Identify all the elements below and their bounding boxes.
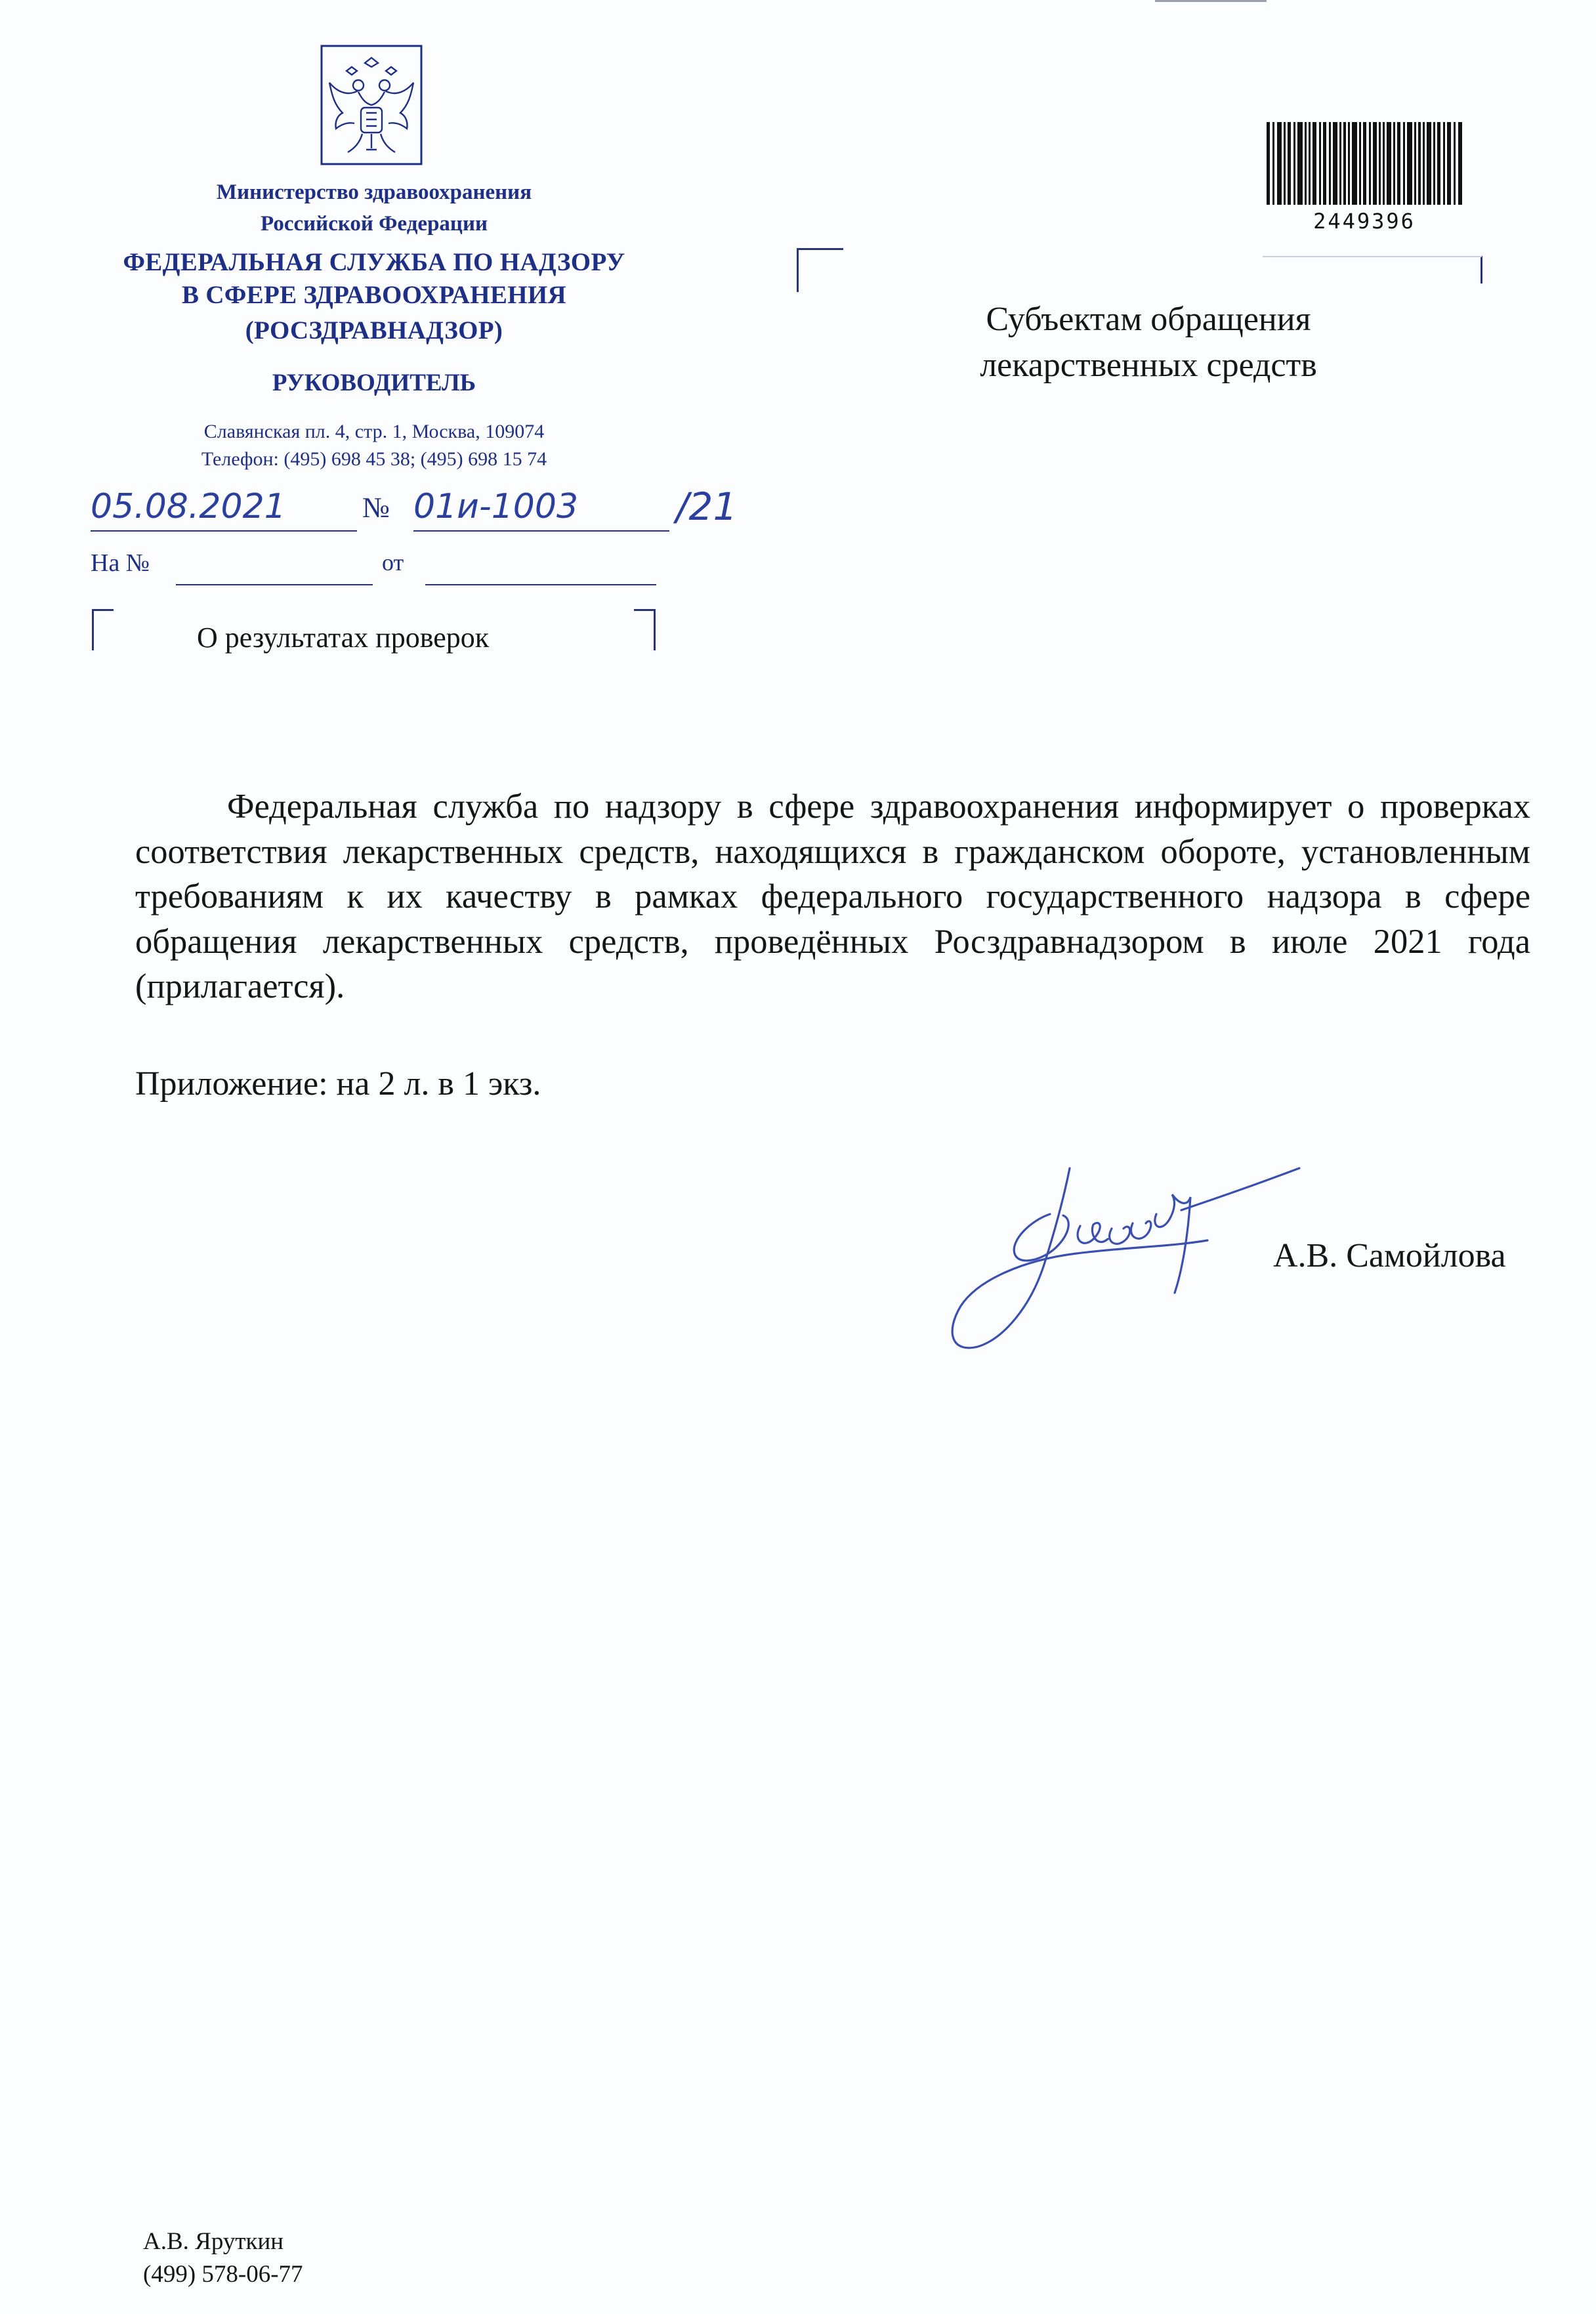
recipient-line1: Субъектам обращения [986, 301, 1311, 338]
body-paragraph: Федеральная служба по надзору в сфере здравоохранения информирует о проверках соответствия лекарственных средств, находящихся в гражданском обороте, установленным требованиям к их качеству в рамках федерального государственного надзора в сфере обращения лекарственных средств, проведённых Росздравнадзором в июле 2021 года (прилагается). [135, 788, 1530, 1005]
reply-number-label: На № [91, 549, 150, 577]
ministry-line1: Министерство здравоохранения [216, 180, 532, 204]
ministry-line2: Российской Федерации [261, 212, 488, 236]
attachment-note: Приложение: на 2 л. в 1 экз. [135, 1065, 541, 1103]
barcode-divider [1263, 256, 1482, 257]
coat-of-arms-emblem [320, 45, 423, 165]
date-underline [91, 530, 357, 532]
recipient [879, 297, 1418, 389]
service-line3: (РОСЗДРАВНАДЗОР) [245, 316, 503, 345]
head-title: РУКОВОДИТЕЛЬ [272, 369, 476, 396]
number-sign: № [362, 492, 390, 524]
recipient-line2: лекарственных средств [980, 347, 1317, 384]
top-edge-mark [1155, 0, 1267, 2]
barcode [1267, 122, 1462, 205]
service-line2: В СФЕРЕ ЗДРАВООХРАНЕНИЯ [182, 281, 566, 309]
subject-corner-left [92, 609, 114, 650]
service-line1: ФЕДЕРАЛЬНАЯ СЛУЖБА ПО НАДЗОРУ [123, 248, 625, 276]
handwritten-number: 01и-1003 [413, 487, 579, 526]
reply-date-blank [425, 584, 656, 585]
subject-line: О результатах проверок [197, 621, 490, 654]
signer-name: А.В. Самойлова [1273, 1237, 1506, 1274]
address: Славянская пл. 4, стр. 1, Москва, 109074 [203, 421, 545, 442]
recipient-corner-left [797, 248, 843, 292]
executor-phone: (499) 578-06-77 [143, 2261, 303, 2288]
executor-name: А.В. Яруткин [143, 2228, 284, 2255]
reply-number-blank [176, 584, 373, 585]
subject-corner-right [634, 609, 656, 650]
reply-from-label: от [382, 549, 404, 576]
handwritten-number-suffix: /21 [676, 484, 738, 529]
recipient-corner-right [1450, 256, 1482, 284]
number-underline [413, 530, 669, 532]
handwritten-date: 05.08.2021 [91, 487, 286, 526]
phone: Телефон: (495) 698 45 38; (495) 698 15 74 [201, 448, 547, 470]
barcode-number: 2449396 [1313, 209, 1416, 234]
